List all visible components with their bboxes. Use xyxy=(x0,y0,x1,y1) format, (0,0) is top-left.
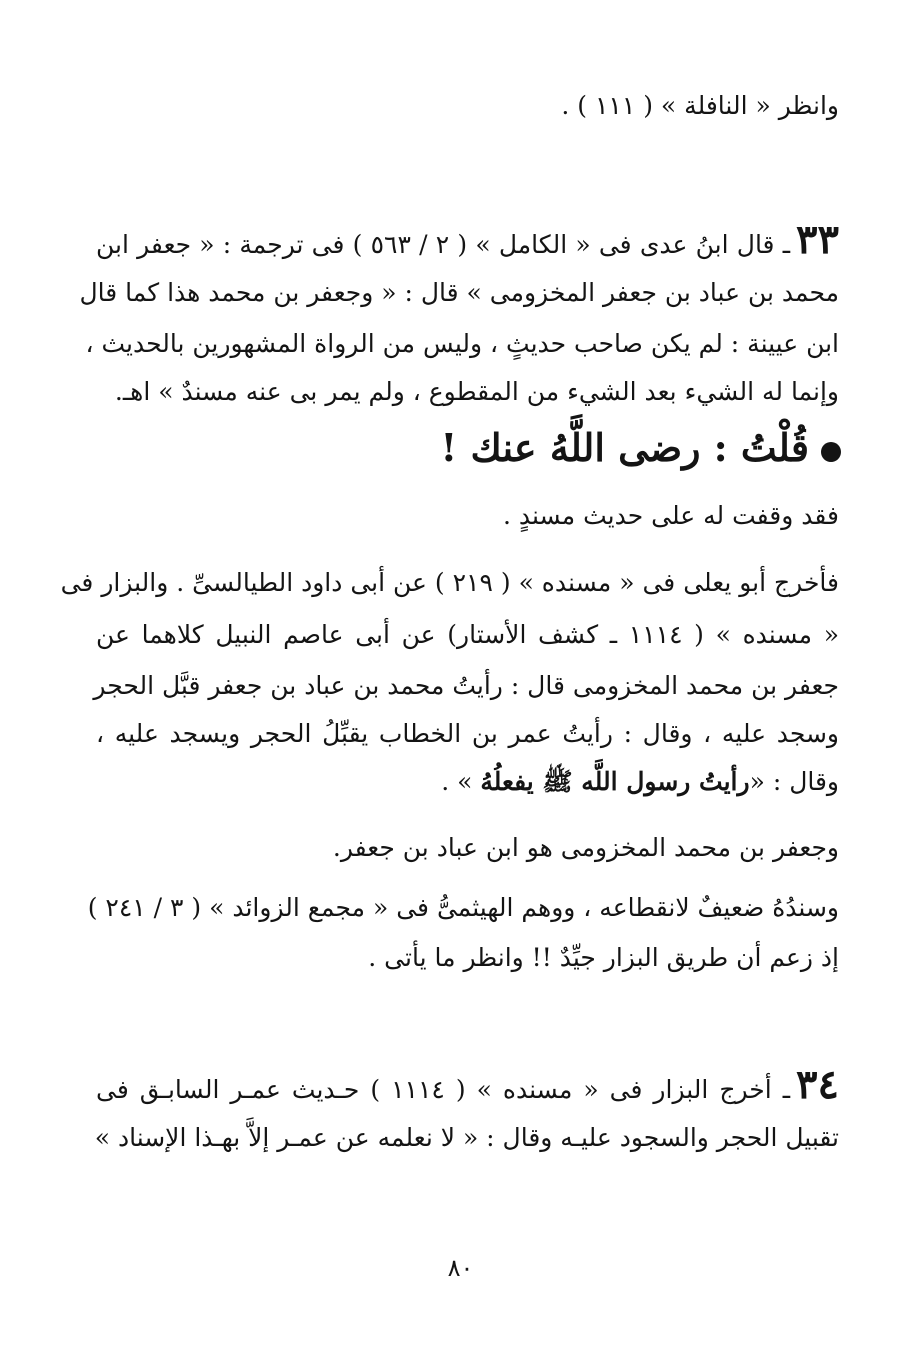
entry-34-number: ٣٤ xyxy=(796,1061,839,1108)
heading-qultu xyxy=(441,424,841,472)
paragraph-2-line-1: فأخرج أبو يعلى فى « مسنده » ( ٢١٩ ) عن أبى داود الطيالسىِّ . والبزار فى xyxy=(60,568,839,597)
paragraph-1: فقد وقفت له على حديث مسندٍ . xyxy=(502,501,839,530)
paragraph-2-line-5-start: وقال : « xyxy=(749,767,839,796)
entry-33-line-3: ابن عيينة : لم يكن صاحب حديثٍ ، وليس من الرواة المشهورين بالحديث ، xyxy=(85,329,839,358)
intro-line: وانظر « النافلة » ( ١١١ ) . xyxy=(561,91,839,120)
entry-34-text-1: ـ أخرج البزار فى « مسنده » ( ١١١٤ ) حـديث عمـر السابـق فى xyxy=(96,1075,791,1104)
bullet-icon xyxy=(821,442,841,462)
page-number: ٨٠ xyxy=(447,1254,474,1282)
entry-34-line-1 xyxy=(96,1061,839,1108)
entry-33-line-1 xyxy=(96,216,839,263)
entry-33-number: ٣٣ xyxy=(796,216,839,263)
paragraph-2-line-4: وسجد عليه ، وقال : رأيتُ عمر بن الخطاب يقبِّلُ الحجر ويسجد عليه ، xyxy=(96,719,839,748)
paragraph-4-line-2: إذ زعم أن طريق البزار جيِّدٌ !! وانظر ما يأتى . xyxy=(368,943,839,972)
paragraph-2-line-2: « مسنده » ( ١١١٤ ـ كشف الأستار) عن أبى عاصم النبيل كلاهما عن xyxy=(96,620,839,649)
entry-34-line-2: تقبيل الحجر والسجود عليـه وقال : « لا نعلمه عن عمـر إلاَّ بهـذا الإسناد » xyxy=(94,1123,839,1152)
entry-33-line-2: محمد بن عباد بن جعفر المخزومى » قال : « وجعفر بن محمد هذا كما قال xyxy=(79,278,839,307)
paragraph-3: وجعفر بن محمد المخزومى هو ابن عباد بن جعفر. xyxy=(332,833,839,862)
paragraph-2-line-3: جعفر بن محمد المخزومى قال : رأيتُ محمد بن عباد بن جعفر قبَّل الحجر xyxy=(93,671,839,700)
paragraph-2-line-5 xyxy=(96,764,839,800)
entry-33-line-4: وإنما له الشيء بعد الشيء من المقطوع ، ولم يمر بى عنه مسندٌ » اهـ. xyxy=(114,377,839,406)
paragraph-4-line-1: وسندُهُ ضعيفٌ لانقطاعه ، ووهم الهيثمىُّ فى « مجمع الزوائد » ( ٣ / ٢٤١ ) xyxy=(87,893,839,922)
paragraph-2-line-5-end: » . xyxy=(441,767,473,796)
heading-text: قُلْتُ : رضى اللَّهُ عنك ! xyxy=(440,425,809,470)
entry-33-text-1: ـ قال ابنُ عدى فى « الكامل » ( ٢ / ٥٦٣ ) فى ترجمة : « جعفر ابن xyxy=(96,230,791,259)
hadith-quote: رأيتُ رسول اللَّه ﷺ يفعلُهُ xyxy=(480,767,750,796)
